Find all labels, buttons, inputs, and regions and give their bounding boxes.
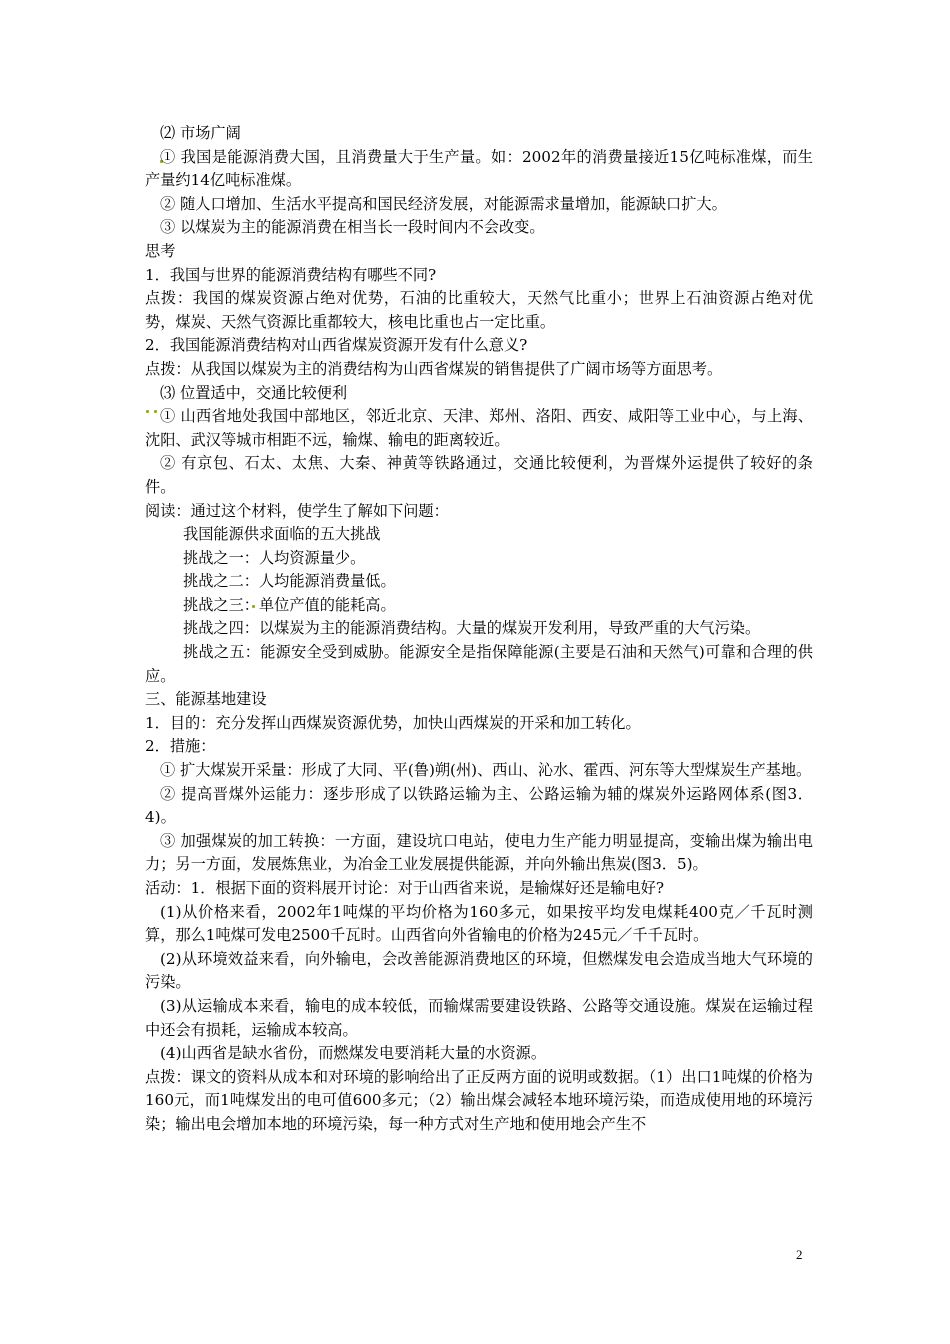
paragraph: 点拨：从我国以煤炭为主的消费结构为山西省煤炭的销售提供了广阔市场等方面思考。	[145, 359, 723, 378]
paragraph: ② 有京包、石太、太焦、大秦、神黄等铁路通过，交通比较便利，为晋煤外运提供了较好的条件。	[145, 454, 813, 496]
paragraph: 阅读：通过这个材料，使学生了解如下问题：	[145, 501, 449, 520]
paragraph: 挑战之二：人均能源消费量低。	[183, 572, 396, 591]
paragraph: (4)山西省是缺水省份，而燃煤发电要消耗大量的水资源。	[160, 1044, 547, 1063]
paragraph: ③ 以煤炭为主的能源消费在相当长一段时间内不会改变。	[160, 218, 545, 237]
paragraph: ① 山西省地处我国中部地区，邻近北京、天津、郑州、洛阳、西安、咸阳等工业中心，与上海、沈阳、武汉等城市相距不远，输煤、输电的距离较近。	[145, 407, 813, 449]
paragraph: 我国能源供求面临的五大挑战	[183, 525, 381, 544]
page-number: 2	[796, 1247, 803, 1262]
paragraph: 挑战之三：单位产值的能耗高。	[183, 595, 396, 614]
paragraph: ① 我国是能源消费大国，且消费量大于生产量。如：2002年的消费量接近15亿吨标准煤，而生产量约14亿吨标准煤。	[145, 147, 813, 190]
paragraph: 挑战之五：能源安全受到威胁。能源安全是指保障能源(主要是石油和天然气)可靠和合理的供应。	[145, 643, 813, 685]
paragraph: 挑战之四：以煤炭为主的能源消费结构。大量的煤炭开发利用，导致严重的大气污染。	[183, 619, 761, 638]
paragraph: ① 扩大煤炭开采量：形成了大同、平(鲁)朔(州)、西山、沁水、霍西、河东等大型煤炭生产基地。	[160, 761, 812, 780]
paragraph: 活动：1．根据下面的资料展开讨论：对于山西省来说，是输煤好还是输电好?	[145, 879, 664, 897]
paragraph: 点拨：课文的资料从成本和对环境的影响给出了正反两方面的说明或数据。（1）出口1吨煤的价格为160元，而1吨煤发出的电可值600多元；（2）输出煤会减轻本地环境污染，而造成使用地的环境污染；输出电会增加本地的环境污染，每一种方式对生产地和使用地会产生不	[145, 1067, 813, 1133]
paragraph: 点拨：我国的煤炭资源占绝对优势，石油的比重较大，天然气比重小；世界上石油资源占绝对优势，煤炭、天然气资源比重都较大，核电比重也占一定比重。	[145, 289, 813, 331]
paragraph: 2．我国能源消费结构对山西省煤炭资源开发有什么意义?	[145, 336, 528, 355]
paragraph: ③ 加强煤炭的加工转换：一方面，建设坑口电站，使电力生产能力明显提高，变输出煤为输出电力；另一方面，发展炼焦业，为冶金工业发展提供能源，并向外输出焦炭(图3．5)。	[145, 831, 813, 874]
paragraph: ⑵ 市场广阔	[160, 124, 241, 142]
paragraph: ⑶ 位置适中，交通比较便利	[160, 383, 348, 402]
paragraph: 思考	[145, 241, 176, 260]
paragraph: 挑战之一：人均资源量少。	[183, 548, 366, 567]
paragraph: 1．我国与世界的能源消费结构有哪些不同?	[145, 265, 437, 284]
paragraph: (2)从环境效益来看，向外输电，会改善能源消费地区的环境，但燃煤发电会造成当地大气环境的污染。	[145, 949, 813, 992]
paragraph: (1)从价格来看，2002年1吨煤的平均价格为160多元，如果按平均发电煤耗400克／千瓦时测算，那么1吨煤可发电2500千瓦时。山西省向外省输电的价格为245元／千千瓦时。	[145, 902, 813, 945]
document-body	[145, 122, 813, 1137]
paragraph: (3)从运输成本来看，输电的成本较低，而输煤需要建设铁路、公路等交通设施。煤炭在运输过程中还会有损耗，运输成本较高。	[145, 996, 813, 1039]
paragraph: 三、能源基地建设	[145, 690, 267, 709]
paragraph: 2．措施：	[145, 737, 216, 756]
paragraph: ② 随人口增加、生活水平提高和国民经济发展，对能源需求量增加，能源缺口扩大。	[160, 194, 727, 213]
paragraph: 1．目的：充分发挥山西煤炭资源优势，加快山西煤炭的开采和加工转化。	[145, 713, 641, 732]
paragraph: ② 提高晋煤外运能力：逐步形成了以铁路运输为主、公路运输为辅的煤炭外运路网体系(图3．4)。	[145, 784, 813, 827]
